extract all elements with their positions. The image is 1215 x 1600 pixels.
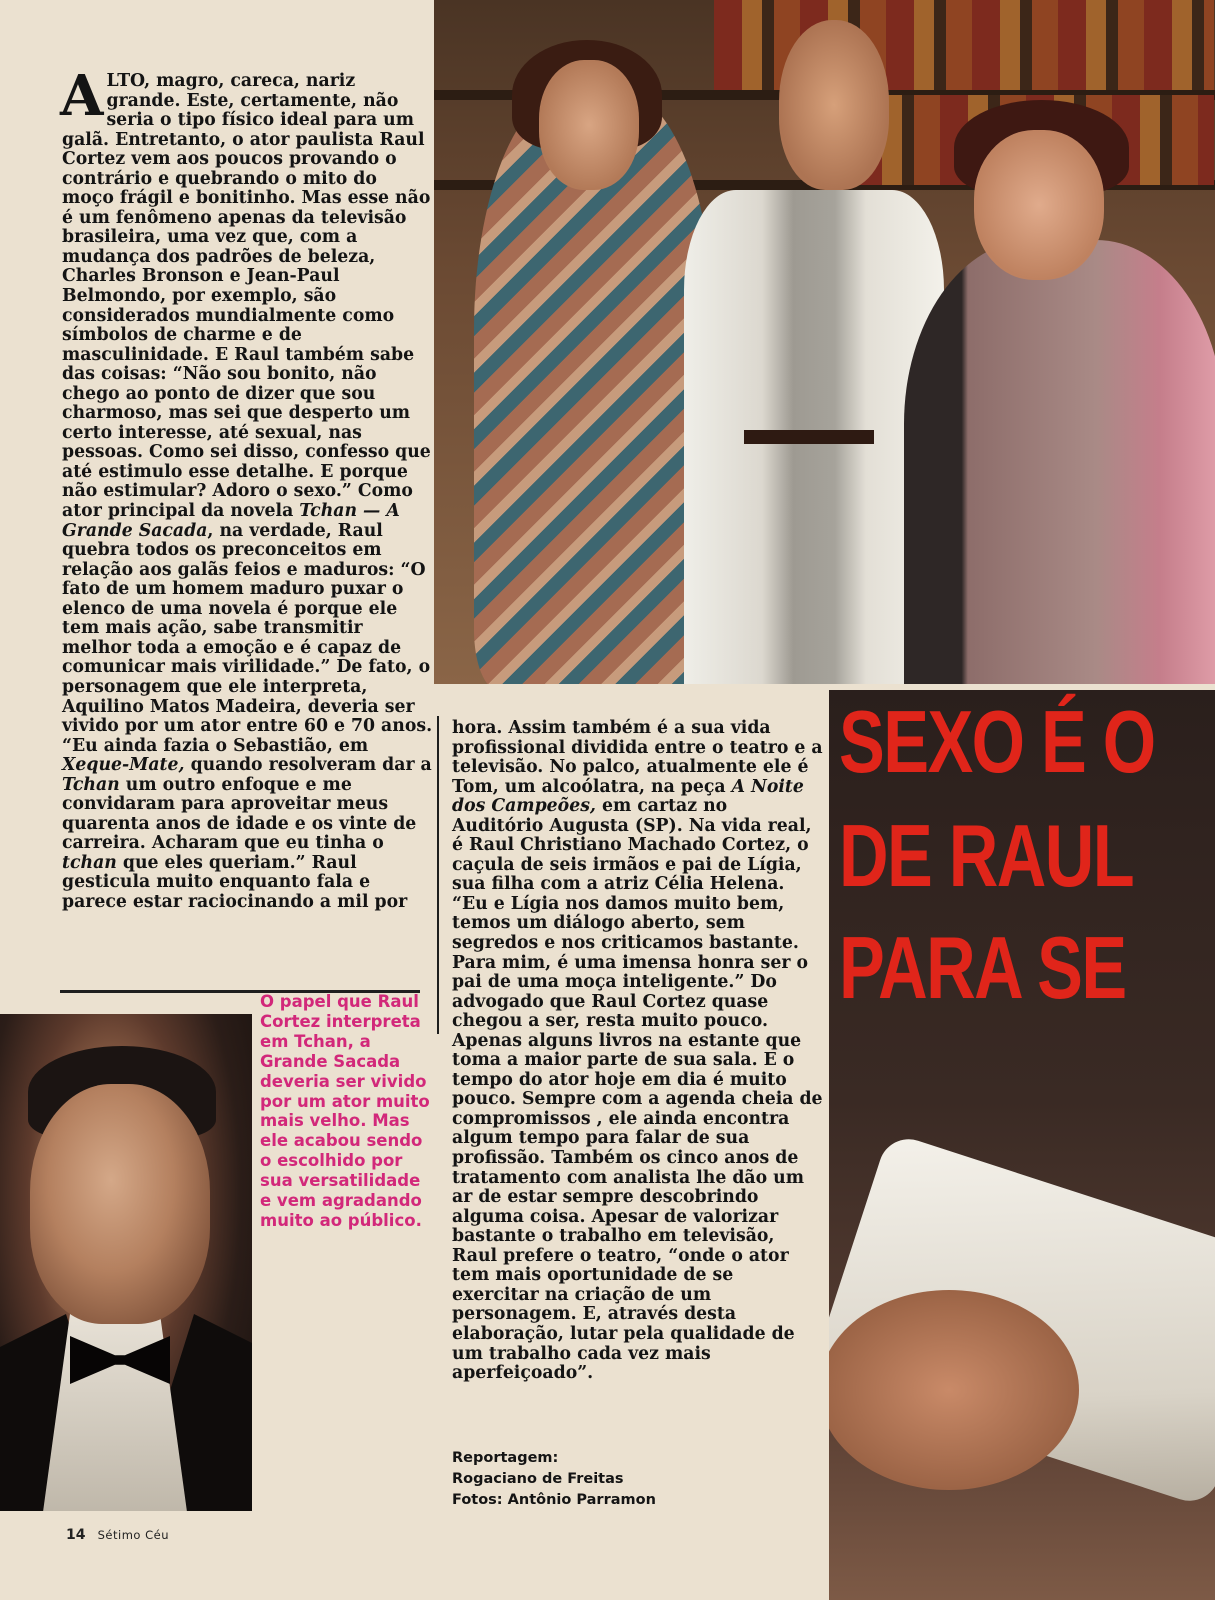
page-number: 14 <box>66 1527 86 1543</box>
headline-line-1: SEXO É O <box>839 692 1155 791</box>
drop-cap: A <box>60 63 104 129</box>
photo-caption: O papel que Raul Cortez interpreta em Tchan, a Grande Sacada deveria ser vivido por um ator muito mais velho. Mas ele acabou sendo o escolhido por sua versatilidade e vem agradando muito ao público. <box>260 992 430 1230</box>
article-column-2: hora. Assim também é a sua vida profissional dividida entre o teatro e a televisão. No palco, atualmente ele é Tom, um alcoólatra, na peça A Noite dos Campeões, em cartaz no Auditório Augusta (SP). Na vida real, é Raul Christiano Machado Cortez, o caçula de seis irmãos e pai de Lígia, sua filha com a atriz Célia Helena. “Eu e Lígia nos damos muito bem, temos um diálogo aberto, sem segredos e nos criticamos bastante. Para mim, é uma imensa honra ser o pai de uma moça inteligente.” Do advogado que Raul Cortez quase chegou a ser, resta muito pouco. Apenas alguns livros na estante que toma a maior parte de sua sala. E o tempo do ator hoje em dia é muito pouco. Sempre com a agenda cheia de compromissos , ele ainda encontra algum tempo para falar de sua profissão. Também os cinco anos de tratamento com analista lhe dão um ar de estar sempre descobrindo alguma coisa. Apesar de valorizar bastante o trabalho em televisão, Raul prefere o teatro, “onde o ator tem mais oportunidade de se exercitar na criação de um personagem. E, através desta elaboração, lutar pela qualidade de um trabalho cada vez mais aperfeiçoado”. <box>452 718 823 1384</box>
top-photo-group <box>434 0 1215 684</box>
column-divider <box>437 716 439 1034</box>
portrait-photo-raul-cortez <box>0 1014 252 1511</box>
article-column-1: ALTO, magro, careca, nariz grande. Este, certamente, não seria o tipo físico ideal para um galã. Entretanto, o ator paulista Raul Cortez vem aos poucos provando o contrário e quebrando o mito do moço frágil e bonitinho. Mas esse não é um fenômeno apenas da televisão brasileira, uma vez que, com a mudança dos padrões de beleza, Charles Bronson e Jean-Paul Belmondo, por exemplo, são considerados mundialmente como símbolos de charme e de masculinidade. E Raul também sabe das coisas: “Não sou bonito, não chego ao ponto de dizer que sou charmoso, mas sei que desperto um certo interesse, até sexual, nas pessoas. Como sei disso, confesso que até estimulo esse detalhe. E porque não estimular? Adoro o sexo.” Como ator principal da novela Tchan — A Grande Sacada, na verdade, Raul quebra todos os preconceitos em relação aos galãs feios e maduros: “O fato de um homem maduro puxar o elenco de uma novela é porque ele tem mais ação, sabe transmitir melhor toda a emoção e é capaz de comunicar mais virilidade.” De fato, o personagem que ele interpreta, Aquilino Matos Madeira, deveria ser vivido por um ator entre 60 e 70 anos. “Eu ainda fazia o Sebastião, em Xeque-Mate, quando resolveram dar a Tchan um outro enfoque e me convidaram para aproveitar meus quarenta anos de idade e os vinte de carreira. Acharam que eu tinha o tchan que eles queriam.” Raul gesticula muito enquanto fala e parece estar raciocinando a mil por <box>60 63 433 912</box>
article-credits <box>452 1448 752 1511</box>
credits-label: Reportagem: <box>452 1450 559 1466</box>
photo-hand <box>829 1290 1079 1490</box>
photo-woman-right <box>904 240 1215 684</box>
credits-reporter: Rogaciano de Freitas <box>452 1471 624 1487</box>
page-footer <box>66 1527 169 1543</box>
headline-photo-panel <box>829 690 1215 1600</box>
headline-line-3: PARA SE <box>839 918 1126 1017</box>
headline-line-2: DE RAUL <box>839 806 1134 905</box>
credits-photos: Fotos: Antônio Parramon <box>452 1492 656 1508</box>
magazine-name: Sétimo Céu <box>97 1528 169 1542</box>
